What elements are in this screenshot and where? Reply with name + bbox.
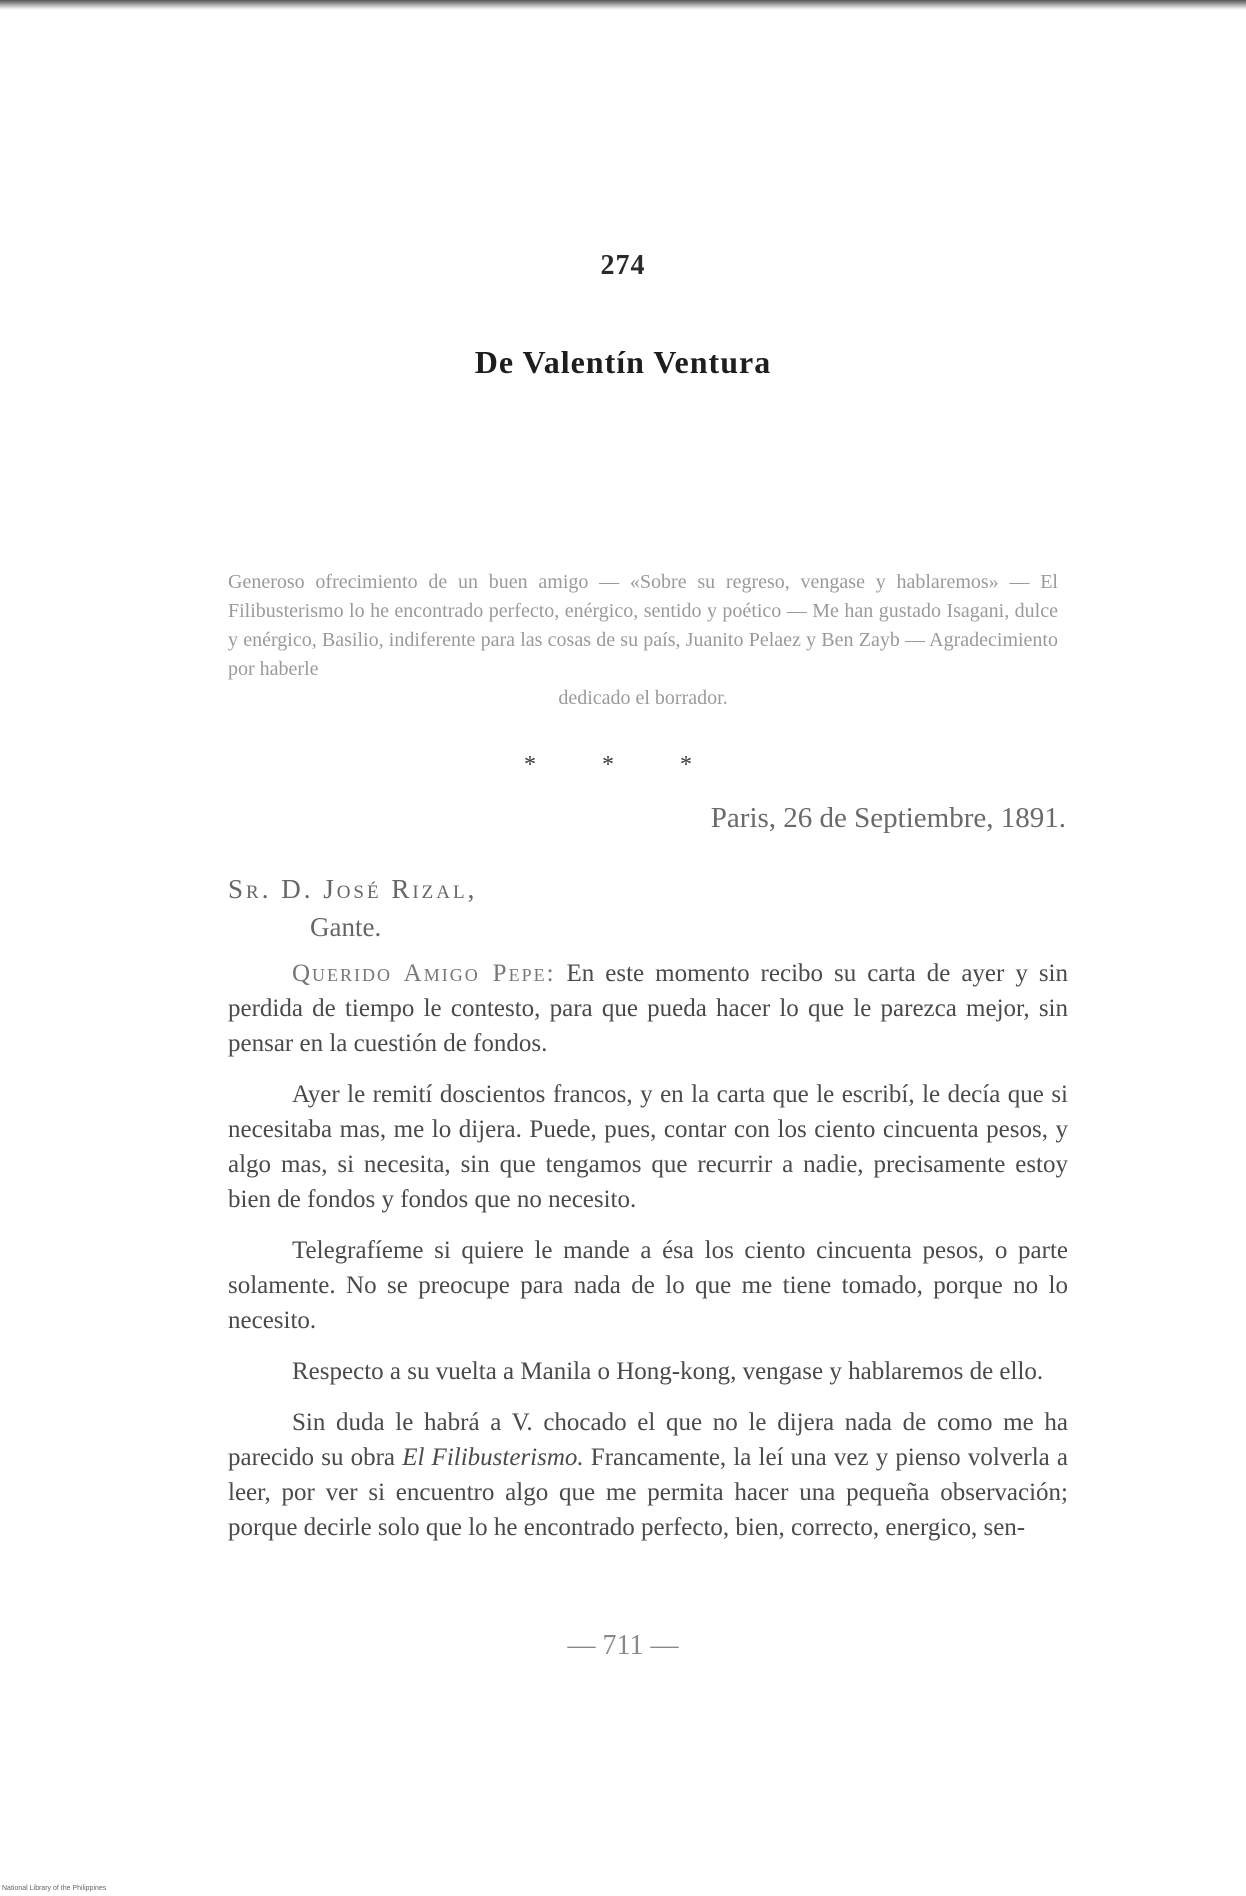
section-divider: * * *	[524, 752, 722, 778]
summary-last-line: dedicado el borrador.	[558, 687, 728, 709]
paragraph: Telegrafíeme si quiere le mande a ésa los ciento cincuenta pesos, o parte solamente. No se preocupe para nada de lo que me tiene tomado, porque no lo necesito.	[228, 1237, 1068, 1334]
paragraph: Respecto a su vuelta a Manila o Hong-kong, vengase y hablaremos de ello.	[292, 1358, 1044, 1385]
dateline: Paris, 26 de Septiembre, 1891.	[710, 802, 1066, 834]
summary-text: Generoso ofrecimiento de un buen amigo — «Sobre su regreso, vengase y hablaremos» — El Filibusterismo lo he encontrado perfecto, enérgico, sentido y poético — Me han gustado Isagani, dulce y enérgico, Basilio, indiferente para las cosas de su país, Juanito Pelaez y Ben Zayb — Agradecimiento por haberle	[228, 571, 1058, 680]
folio-number: — 711 —	[567, 1630, 679, 1661]
document-number: 274	[600, 250, 646, 281]
page-title: De Valentín Ventura	[474, 344, 772, 380]
salutation: Querido Amigo Pepe:	[292, 960, 556, 987]
paragraph-text: En este momento recibo su carta de ayer y sin perdida de tiempo le contesto, para que pueda hacer lo que le parezca mejor, sin pensar en la cuestión de fondos.	[228, 960, 1068, 1057]
paragraph: Ayer le remití doscientos francos, y en la carta que le escribí, le decía que si necesitaba mas, me lo dijera. Puede, pues, contar con los ciento cincuenta pesos, y algo mas, si necesita, sin que tengamos que recurrir a nadie, precisamente estoy bien de fondos y fondos que no necesito.	[228, 1081, 1068, 1213]
paragraph	[228, 1405, 1068, 1545]
letter-body	[228, 956, 1068, 1561]
work-title: El Filibusterismo.	[402, 1444, 584, 1471]
scan-credit: National Library of the Philippines	[2, 1885, 107, 1892]
addressee: Sr. D. José Rizal,	[228, 874, 478, 904]
paragraph	[228, 956, 1068, 1061]
paragraph-text: Sin duda le habrá a V. chocado el que no le dijera nada de como me ha parecido su obra	[228, 1409, 1068, 1471]
summary-block	[228, 568, 1058, 713]
scan-top-edge	[0, 0, 1246, 10]
paragraph-text: Francamente, la leí una vez y pienso volverla a leer, por ver si encuentro algo que me permita hacer una pequeña observación; porque decirle solo que lo he encontrado perfecto, bien, correcto, energico, sen-	[228, 1444, 1068, 1541]
addressee-city: Gante.	[310, 912, 382, 942]
